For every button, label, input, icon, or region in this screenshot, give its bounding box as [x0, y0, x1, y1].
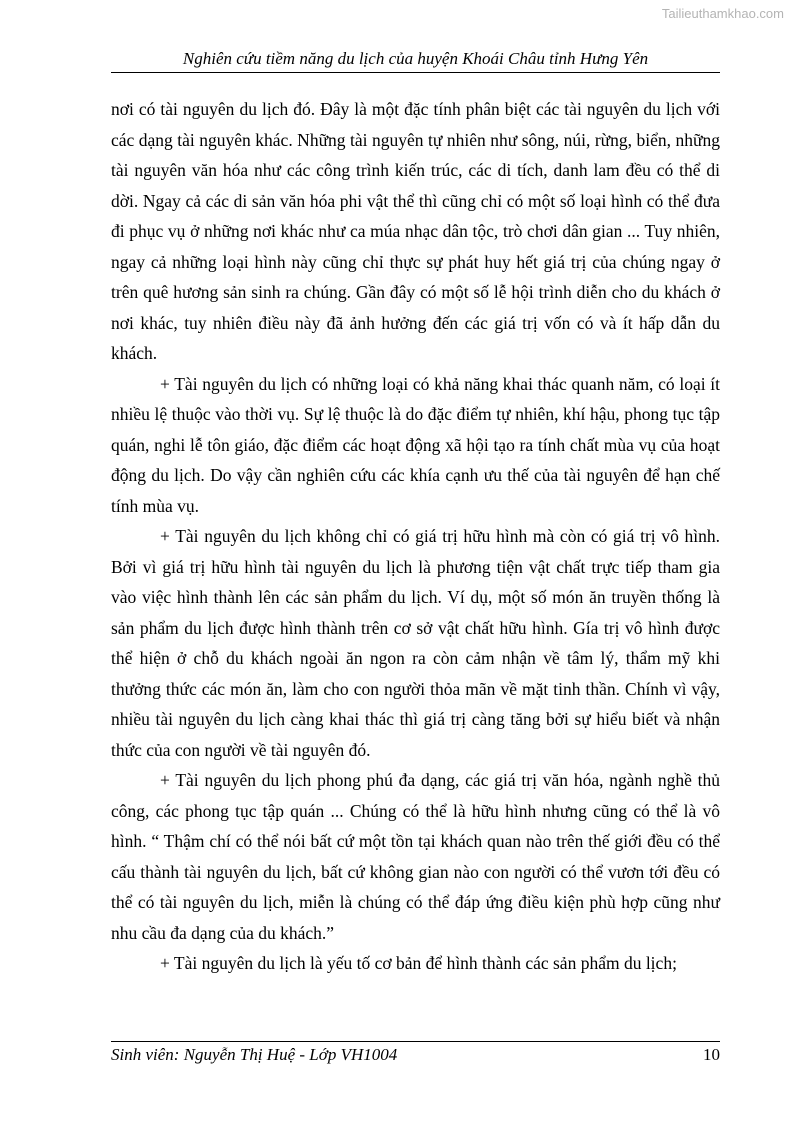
running-header: Nghiên cứu tiềm năng du lịch của huyện Khoái Châu tỉnh Hưng Yên [111, 48, 720, 73]
paragraph-continuation: nơi có tài nguyên du lịch đó. Đây là một đặc tính phân biệt các tài nguyên du lịch với các dạng tài nguyên khác. Những tài nguyên tự nhiên như sông, núi, rừng, biển, những tài nguyên văn hóa như các công trình kiến trúc, các di tích, danh lam đều có thể di dời. Ngay cả các di sản văn hóa phi vật thể thì cũng chỉ có một số loại hình có thể đưa đi phục vụ ở những nơi khác như ca múa nhạc dân tộc, trò chơi dân gian ... Tuy nhiên, ngay cả những loại hình này cũng chỉ thực sự phát huy hết giá trị của chúng ngay ở trên quê hương sản sinh ra chúng. Gần đây có một số lễ hội trình diễn cho du khách ở nơi khác, tuy nhiên điều này đã ảnh hưởng đến các giá trị vốn có và ít hấp dẫn du khách. [111, 99, 720, 363]
paragraph-diversity: + Tài nguyên du lịch phong phú đa dạng, các giá trị văn hóa, ngành nghề thủ công, các phong tục tập quán ... Chúng có thể là hữu hình nhưng cũng có thể là vô hình. “ Thậm chí có thể nói bất cứ một tồn tại khách quan nào trên thế giới đều có thể cấu thành tài nguyên du lịch, bất cứ không gian nào con người có thể vươn tới đều có thể có tài nguyên du lịch, miễn là chúng có thể đáp ứng điều kiện phù hợp cũng như nhu cầu đa dạng của du khách.” [111, 770, 720, 943]
body-text [111, 94, 720, 979]
watermark: Tailieuthamkhao.com [661, 6, 784, 21]
footer-author: Sinh viên: Nguyễn Thị Huệ - Lớp VH1004 [111, 1045, 398, 1064]
paragraph-intangible-value: + Tài nguyên du lịch không chỉ có giá trị hữu hình mà còn có giá trị vô hình. Bởi vì giá trị hữu hình tài nguyên du lịch là phương tiện vật chất trực tiếp tham gia vào việc hình thành lên các sản phẩm du lịch. Ví dụ, một số món ăn truyền thống là sản phẩm du lịch được hình thành trên cơ sở vật chất hữu hình. Gía trị vô hình được thể hiện ở chỗ du khách ngoài ăn ngon ra còn cảm nhận về tâm lý, thẩm mỹ khi thưởng thức các món ăn, làm cho con người thỏa mãn về mặt tinh thần. Chính vì vậy, nhiều tài nguyên du lịch càng khai thác thì giá trị càng tăng bởi sự hiểu biết và nhận thức của con người về tài nguyên đó. [111, 526, 720, 760]
paragraph-seasonality: + Tài nguyên du lịch có những loại có khả năng khai thác quanh năm, có loại ít nhiều lệ thuộc vào thời vụ. Sự lệ thuộc là do đặc điểm tự nhiên, khí hậu, phong tục tập quán, nghi lễ tôn giáo, đặc điểm các hoạt động xã hội tạo ra tính chất mùa vụ của hoạt động du lịch. Do vậy cần nghiên cứu các khía cạnh ưu thế của tài nguyên để hạn chế tính mùa vụ. [111, 373, 720, 516]
footer-divider [111, 1041, 720, 1042]
page-number: 10 [703, 1045, 720, 1064]
paragraph-basic-factor: + Tài nguyên du lịch là yếu tố cơ bản để hình thành các sản phẩm du lịch; [160, 953, 677, 973]
